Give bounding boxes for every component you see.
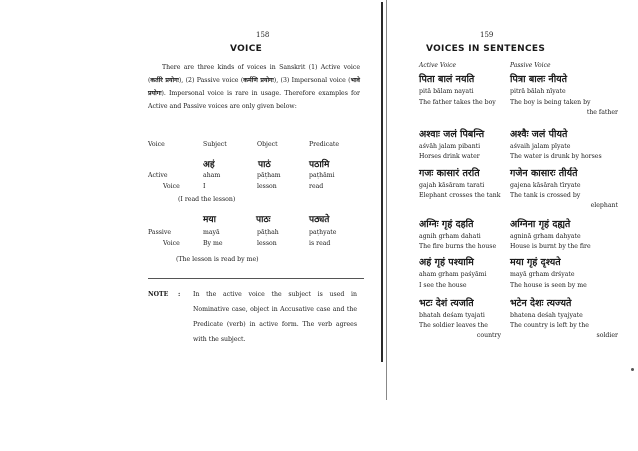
passive-subject-translit: mayā <box>203 229 220 236</box>
intro-devanagari-1: कर्तरि प्रयोगः <box>150 77 179 84</box>
passive-devanagari: गजेन कासारः तीर्यते <box>510 168 578 179</box>
passive-english: The country is left by the <box>510 322 589 329</box>
passive-english: The water is drunk by horses <box>510 153 602 160</box>
note-label: NOTE <box>148 291 169 298</box>
passive-predicate-english: is read <box>309 240 331 247</box>
page-title: VOICES IN SENTENCES <box>426 44 546 54</box>
header-predicate: Predicate <box>309 141 340 148</box>
page-number: 158 <box>256 31 270 39</box>
note-text: In the active voice the subject is used in Nominative case, object in Accusative case and the Predicate (verb) in active form. The verb agrees with the subject. <box>193 291 357 343</box>
active-transliteration: pitā bālam nayati <box>419 88 474 95</box>
divider <box>148 278 364 279</box>
passive-transliteration: gajena kāsārah tīryate <box>510 182 581 189</box>
active-devanagari: अहं गृहं पश्यामि <box>419 257 474 268</box>
column-heading-passive: Passive Voice <box>510 62 551 69</box>
active-english: The soldier leaves the <box>419 322 488 329</box>
active-voice-label-2: Voice <box>163 183 180 190</box>
active-voice-label: Active <box>148 172 168 179</box>
passive-voice-label-2: Voice <box>163 240 180 247</box>
active-subject-english: I <box>203 183 206 190</box>
active-devanagari: अश्वाः जलं पिबन्ति <box>419 129 485 140</box>
active-devanagari: पिता बालं नयति <box>419 74 475 85</box>
active-english: I see the house <box>419 282 467 289</box>
active-english: Horses drink water <box>419 153 480 160</box>
active-english-cont: country <box>476 332 501 339</box>
active-transliteration: bhatah deśam tyajati <box>419 312 485 319</box>
intro-text-3: ), (3) Impersonal voice ( <box>273 77 351 84</box>
passive-transliteration: mayā grham drśyate <box>510 271 575 278</box>
passive-devanagari: अश्वैः जलं पीयते <box>510 129 568 140</box>
passive-english-cont: the father <box>586 109 618 116</box>
passive-transliteration: agninā grham dahyate <box>510 233 581 240</box>
active-transliteration: aham grham paśyāmi <box>419 271 487 278</box>
intro-devanagari-3: भावे प्रयोगः <box>148 77 360 97</box>
passive-subject-dv: मया <box>203 215 216 225</box>
header-object: Object <box>257 141 278 148</box>
passive-devanagari: मया गृहं दृश्यते <box>510 257 561 268</box>
page-title: VOICE <box>230 44 263 54</box>
passive-object-dv: पाठः <box>256 215 271 225</box>
active-devanagari: भटः देशं त्यजति <box>419 298 474 309</box>
active-predicate-english: read <box>309 183 324 190</box>
active-object-dv: पाठं <box>258 160 271 170</box>
passive-transliteration: bhatena deśah tyajyate <box>510 312 583 319</box>
passive-gloss: (The lesson is read by me) <box>176 256 259 263</box>
passive-devanagari: अग्निना गृहं दह्यते <box>510 219 571 230</box>
passive-devanagari: भटेन देशः त्यज्यते <box>510 298 572 309</box>
active-transliteration: aśvāh jalam pibanti <box>419 143 481 150</box>
header-voice: Voice <box>148 141 165 148</box>
passive-object-english: lesson <box>257 240 277 247</box>
passive-subject-english: By me <box>203 240 223 247</box>
passive-voice-label: Passive <box>148 229 172 236</box>
passive-english: The house is seen by me <box>510 282 587 289</box>
active-transliteration: gajah kāsāram tarati <box>419 182 485 189</box>
right-page <box>386 0 638 451</box>
passive-transliteration: aśvaih jalam pīyate <box>510 143 571 150</box>
note-colon: : <box>178 291 181 298</box>
passive-devanagari: पित्रा बालः नीयते <box>510 74 568 85</box>
passive-english-cont: soldier <box>596 332 618 339</box>
column-heading-active: Active Voice <box>419 62 457 69</box>
intro-paragraph <box>148 61 360 113</box>
active-predicate-translit: paṭhāmi <box>309 172 335 179</box>
page-mark <box>631 368 634 371</box>
intro-text-4: ). Impersonal voice is rare in usage. Therefore examples for Active and Passive voices are only given below: <box>148 90 360 110</box>
active-transliteration: agnih grham dahati <box>419 233 481 240</box>
passive-transliteration: pitrā bālah nīyate <box>510 88 566 95</box>
passive-predicate-translit: paṭhyate <box>309 229 337 236</box>
active-english: The father takes the boy <box>419 99 496 106</box>
active-gloss: (I read the lesson) <box>178 196 236 203</box>
active-subject-translit: aham <box>203 172 221 179</box>
active-devanagari: गजः कासारं तरति <box>419 168 480 179</box>
passive-english: The boy is being taken by <box>510 99 591 106</box>
active-object-english: lesson <box>257 183 277 190</box>
page-gutter <box>381 2 383 362</box>
active-subject-dv: अहं <box>203 160 215 170</box>
passive-predicate-dv: पठ्यते <box>309 215 330 225</box>
active-predicate-dv: पठामि <box>309 160 330 170</box>
passive-english: The tank is crossed by <box>510 192 581 199</box>
passive-object-translit: pāṭhah <box>257 229 279 236</box>
intro-text-1: There are three kinds of voices in Sanskrit (1) Active voice ( <box>148 64 360 84</box>
page-number: 159 <box>480 31 494 39</box>
active-devanagari: अग्निः गृहं दहति <box>419 219 474 230</box>
passive-english-cont: elephant <box>590 202 618 209</box>
active-english: Elephant crosses the tank <box>419 192 501 199</box>
header-subject: Subject <box>203 141 227 148</box>
intro-devanagari-2: कर्मणि प्रयोगः <box>243 77 274 84</box>
intro-text-2: ), (2) Passive voice ( <box>178 77 244 84</box>
active-english: The fire burns the house <box>419 243 497 250</box>
active-object-translit: pāṭham <box>257 172 281 179</box>
passive-english: House is burnt by the fire <box>510 243 591 250</box>
